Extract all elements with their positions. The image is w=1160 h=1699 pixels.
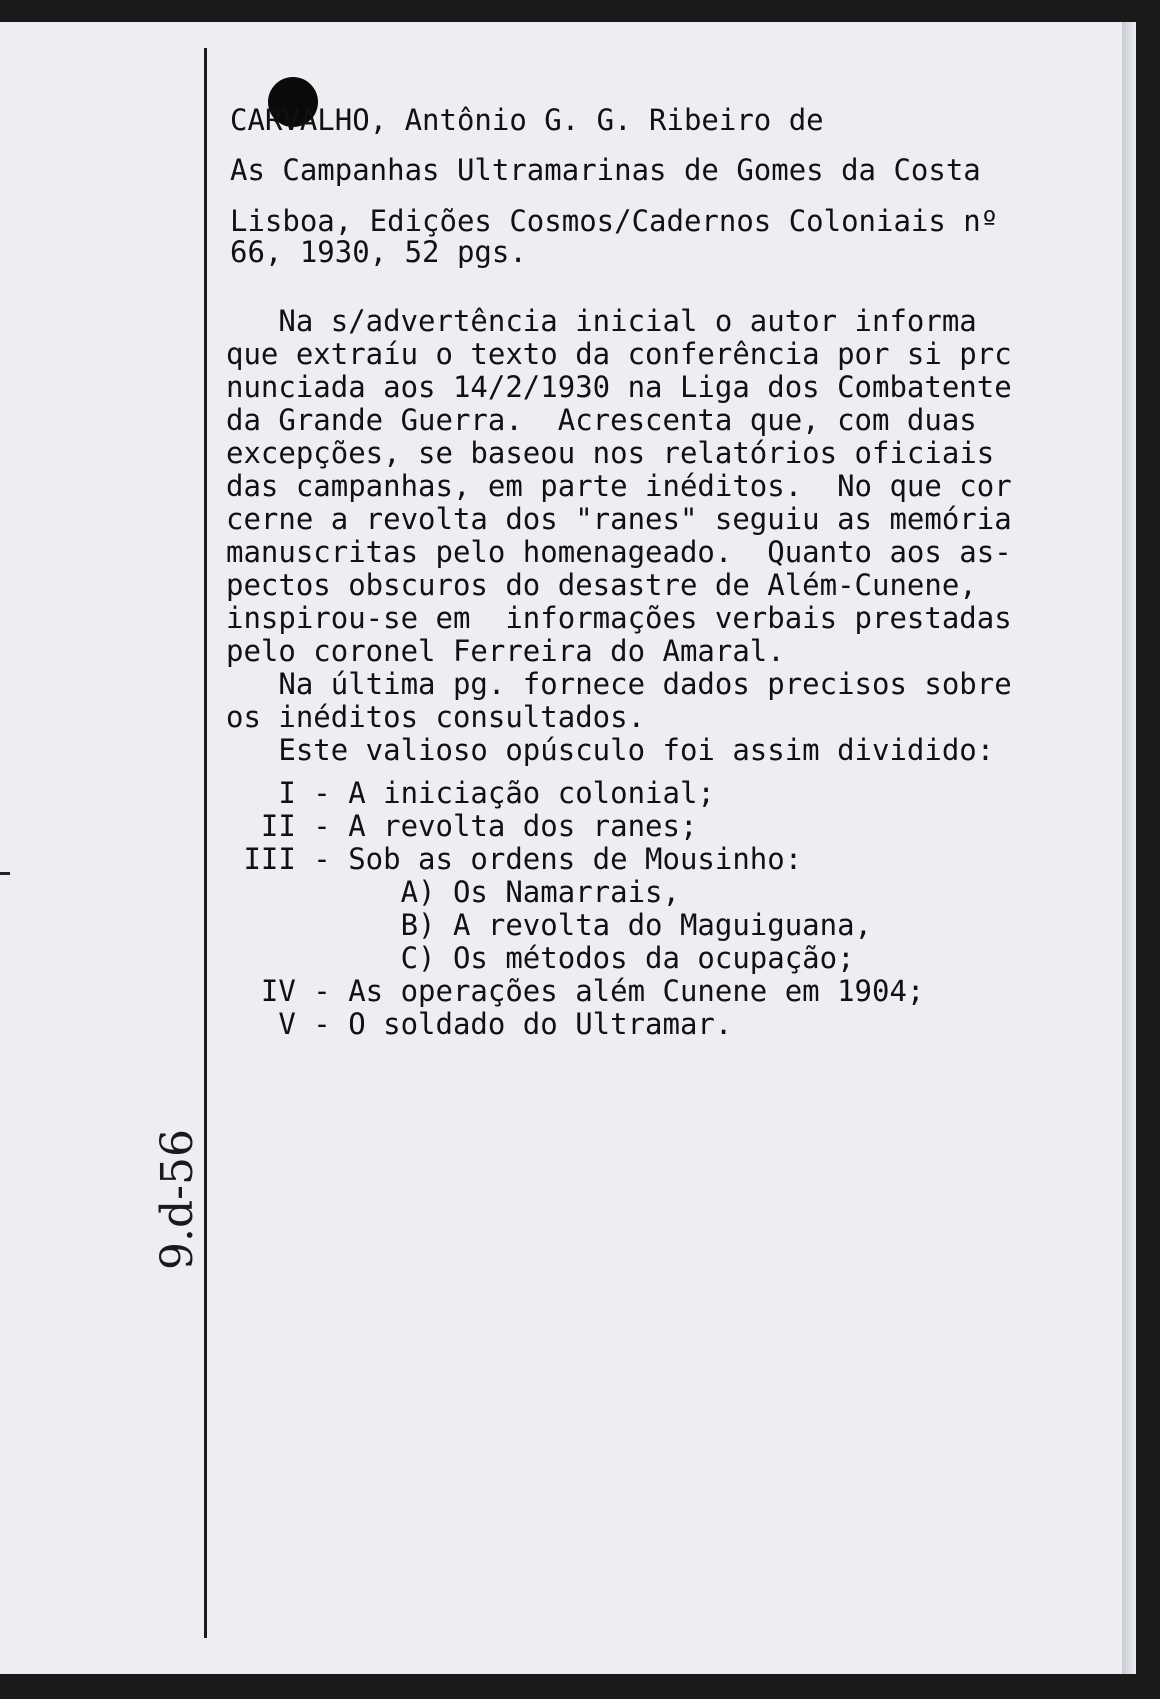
summary-line: pectos obscuros do desastre de Além-Cunene, xyxy=(226,568,977,602)
summary-line: Na última pg. fornece dados precisos sobre xyxy=(226,667,1012,701)
summary-line: das campanhas, em parte inéditos. No que cor xyxy=(226,469,1012,503)
summary-line: os inéditos consultados. xyxy=(226,700,646,734)
summary-line: inspirou-se em informações verbais prestadas xyxy=(226,601,1012,635)
summary-line: manuscritas pelo homenageado. Quanto aos as- xyxy=(226,535,1012,569)
author-line: CARVALHO, Antônio G. G. Ribeiro de xyxy=(230,103,824,137)
publication-line-1: Lisboa, Edições Cosmos/Cadernos Coloniais nº xyxy=(230,204,999,238)
edge-mark xyxy=(0,872,10,875)
summary-line: da Grande Guerra. Acrescenta que, com duas xyxy=(226,403,977,437)
division-item: C) Os métodos da ocupação; xyxy=(226,941,855,975)
card-edge-shadow xyxy=(1122,22,1136,1674)
summary-line: que extraíu o texto da conferência por si prc xyxy=(226,337,1012,371)
division-item: B) A revolta do Maguiguana, xyxy=(226,908,873,942)
division-item: III - Sob as ordens de Mousinho: xyxy=(226,842,803,876)
margin-line xyxy=(204,48,207,1638)
division-item: A) Os Namarrais, xyxy=(226,875,680,909)
division-item: IV - As operações além Cunene em 1904; xyxy=(226,974,925,1008)
summary-line: Este valioso opúsculo foi assim dividido: xyxy=(226,733,995,767)
summary-line: nunciada aos 14/2/1930 na Liga dos Combatente xyxy=(226,370,1012,404)
division-item: II - A revolta dos ranes; xyxy=(226,809,698,843)
summary-line: pelo coronel Ferreira do Amaral. xyxy=(226,634,785,668)
handwritten-call-number xyxy=(150,1060,210,1280)
handwritten-note-text: 9.d-56 xyxy=(152,1128,203,1270)
title-line: As Campanhas Ultramarinas de Gomes da Costa xyxy=(230,153,981,187)
publication-line-2: 66, 1930, 52 pgs. xyxy=(230,235,527,269)
division-item: I - A iniciação colonial; xyxy=(226,776,715,810)
summary-line: excepções, se baseou nos relatórios oficiais xyxy=(226,436,995,470)
division-item: V - O soldado do Ultramar. xyxy=(226,1007,733,1041)
summary-line: cerne a revolta dos "ranes" seguiu as memória xyxy=(226,502,1012,536)
summary-line: Na s/advertência inicial o autor informa xyxy=(226,304,977,338)
